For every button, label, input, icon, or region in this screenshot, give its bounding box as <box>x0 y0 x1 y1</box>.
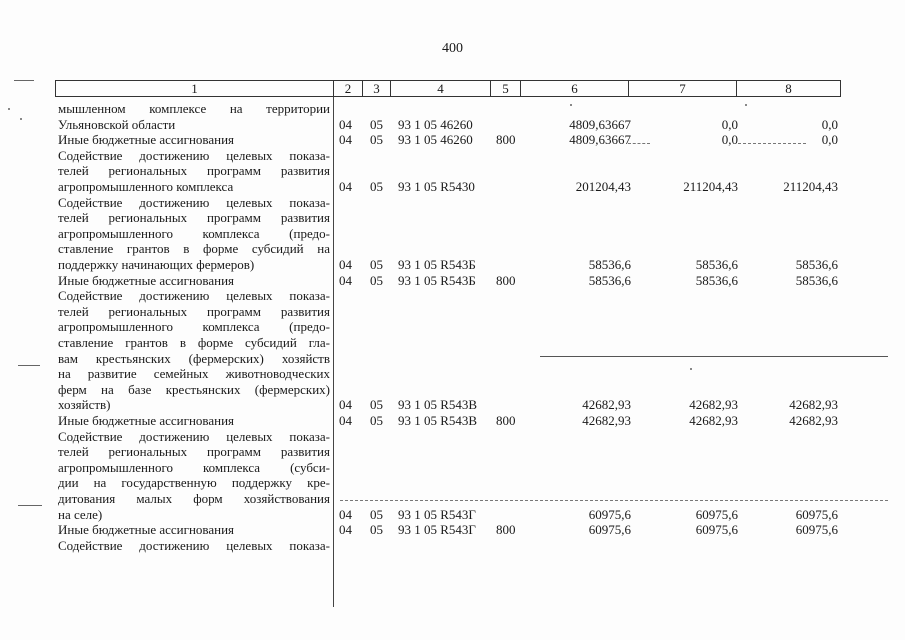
row-description: телей региональных программ развития <box>58 163 330 179</box>
row-amount-col7: 0,0 <box>721 116 738 132</box>
row-description: дии на государственную поддержку кре- <box>58 475 330 491</box>
row-amount-col8: 60975,6 <box>795 506 838 522</box>
row-target-code: 93 1 05 R543Б <box>398 257 476 272</box>
row-amount-col7: 60975,6 <box>695 506 738 522</box>
row-amount-col6: 42682,93 <box>582 413 631 428</box>
row-section: 04 <box>339 257 352 272</box>
row-amount-col8: 0,0 <box>821 116 838 132</box>
row-subsection: 05 <box>370 413 383 428</box>
header-col-1: 1 <box>56 81 334 96</box>
row-description: телей региональных программ развития <box>58 303 330 319</box>
row-description: поддержку начинающих фермеров) <box>58 257 255 272</box>
row-section: 04 <box>339 179 352 194</box>
row-target-code: 93 1 05 R543Г <box>398 506 476 522</box>
row-amount-col7: 60975,6 <box>695 522 738 538</box>
row-section: 04 <box>339 506 352 522</box>
table-row <box>0 241 905 257</box>
row-description: Содействие достижению целевых показа- <box>58 288 330 304</box>
row-description: Содействие достижению целевых показа- <box>58 428 330 444</box>
row-section: 04 <box>339 132 352 148</box>
table-row <box>0 429 905 445</box>
table-row <box>0 538 905 554</box>
table-row <box>0 351 905 367</box>
row-description: Содействие достижению целевых показа- <box>58 194 330 210</box>
table-row <box>0 475 905 491</box>
row-subsection: 05 <box>370 397 383 413</box>
row-amount-col6: 4809,63667 <box>569 132 631 148</box>
row-target-code: 93 1 05 R5430 <box>398 179 475 194</box>
row-description: ставление грантов в форме субсидий на <box>58 241 330 257</box>
row-amount-col7: 58536,6 <box>695 272 738 288</box>
row-amount-col8: 42682,93 <box>789 397 838 413</box>
row-section: 04 <box>339 413 352 428</box>
row-expense-type: 800 <box>496 132 516 148</box>
row-description: агропромышленного комплекса <box>58 179 234 194</box>
table-row <box>0 319 905 335</box>
row-description: ферм на базе крестьянских (фермерских) <box>58 381 330 397</box>
row-description: агропромышленного комплекса (предо- <box>58 319 330 335</box>
row-amount-col8: 58536,6 <box>795 272 838 288</box>
header-col-8: 8 <box>785 81 792 96</box>
header-col-2: 2 <box>334 81 363 96</box>
table-row <box>0 491 905 507</box>
row-subsection: 05 <box>370 257 383 272</box>
table-row <box>0 335 905 351</box>
row-amount-col6: 60975,6 <box>588 522 631 538</box>
row-section: 04 <box>339 116 352 132</box>
table-row <box>0 179 905 195</box>
row-description: Иные бюджетные ассигнования <box>58 272 235 288</box>
row-description: на селе) <box>58 506 103 522</box>
row-amount-col7: 42682,93 <box>689 397 738 413</box>
row-description: телей региональных программ развития <box>58 210 330 226</box>
table-row <box>0 132 905 148</box>
row-amount-col6: 4809,63667 <box>569 116 631 132</box>
table-row <box>0 148 905 164</box>
row-description: агропромышленного комплекса (предо- <box>58 225 330 241</box>
header-col-5: 5 <box>491 81 521 96</box>
row-expense-type: 800 <box>496 522 516 538</box>
row-description: Содействие достижению целевых показа- <box>58 147 330 163</box>
row-description: Иные бюджетные ассигнования <box>58 522 235 538</box>
table-row <box>0 304 905 320</box>
table-row <box>0 257 905 273</box>
row-description: Содействие достижению целевых показа- <box>58 537 330 553</box>
row-description: Иные бюджетные ассигнования <box>58 413 235 428</box>
scan-mark <box>14 80 34 81</box>
table-row <box>0 226 905 242</box>
table-row <box>0 413 905 429</box>
row-description: Ульяновской области <box>58 116 176 132</box>
row-subsection: 05 <box>370 116 383 132</box>
row-subsection: 05 <box>370 506 383 522</box>
table-row <box>0 382 905 398</box>
row-amount-col7: 42682,93 <box>689 413 738 428</box>
row-subsection: 05 <box>370 522 383 538</box>
row-subsection: 05 <box>370 272 383 288</box>
table-row <box>0 460 905 476</box>
row-amount-col7: 0,0 <box>721 132 738 148</box>
row-amount-col6: 42682,93 <box>582 397 631 413</box>
header-col-4: 4 <box>391 81 491 96</box>
table-row <box>0 522 905 538</box>
table-row <box>0 288 905 304</box>
row-description: вам крестьянских (фермерских) хозяйств <box>58 350 330 366</box>
row-subsection: 05 <box>370 132 383 148</box>
row-amount-col8: 60975,6 <box>795 522 838 538</box>
row-amount-col6: 60975,6 <box>588 506 631 522</box>
row-amount-col7: 58536,6 <box>695 257 738 272</box>
row-amount-col8: 0,0 <box>821 132 838 148</box>
row-description: хозяйств) <box>58 397 111 413</box>
row-amount-col8: 211204,43 <box>783 179 838 194</box>
row-section: 04 <box>339 397 352 413</box>
row-amount-col8: 42682,93 <box>789 413 838 428</box>
row-expense-type: 800 <box>496 272 516 288</box>
row-amount-col6: 201204,43 <box>575 179 631 194</box>
row-subsection: 05 <box>370 179 383 194</box>
header-col-6: 6 <box>521 81 629 96</box>
row-target-code: 93 1 05 46260 <box>398 132 473 148</box>
table-row <box>0 210 905 226</box>
row-target-code: 93 1 05 R543В <box>398 397 478 413</box>
row-description: телей региональных программ развития <box>58 444 330 460</box>
row-target-code: 93 1 05 R543Г <box>398 522 476 538</box>
row-target-code: 93 1 05 R543Б <box>398 272 476 288</box>
table-row <box>0 163 905 179</box>
row-amount-col8: 58536,6 <box>795 257 838 272</box>
table-row <box>0 366 905 382</box>
row-target-code: 93 1 05 R543В <box>398 413 478 428</box>
table-row <box>0 101 905 117</box>
page-number: 400 <box>442 41 463 56</box>
row-description: мышленном комплексе на территории <box>58 101 330 116</box>
row-expense-type: 800 <box>496 413 516 428</box>
row-amount-col7: 211204,43 <box>683 179 738 194</box>
row-description: дитования малых форм хозяйствования <box>58 491 330 506</box>
header-col-3: 3 <box>363 81 391 96</box>
row-description: Иные бюджетные ассигнования <box>58 132 235 148</box>
row-description: на развитие семейных животноводческих <box>58 366 330 382</box>
row-section: 04 <box>339 522 352 538</box>
row-section: 04 <box>339 272 352 288</box>
row-description: агропромышленного комплекса (субси- <box>58 459 330 475</box>
row-description: ставление грантов в форме субсидий гла- <box>58 335 330 350</box>
row-amount-col6: 58536,6 <box>588 272 631 288</box>
table-row <box>0 117 905 133</box>
table-header <box>55 80 841 97</box>
row-amount-col6: 58536,6 <box>588 257 631 272</box>
table-row <box>0 273 905 289</box>
table-row <box>0 507 905 523</box>
header-col-7: 7 <box>629 81 737 96</box>
row-target-code: 93 1 05 46260 <box>398 116 473 132</box>
table-row <box>0 444 905 460</box>
table-row <box>0 397 905 413</box>
table-row <box>0 195 905 211</box>
